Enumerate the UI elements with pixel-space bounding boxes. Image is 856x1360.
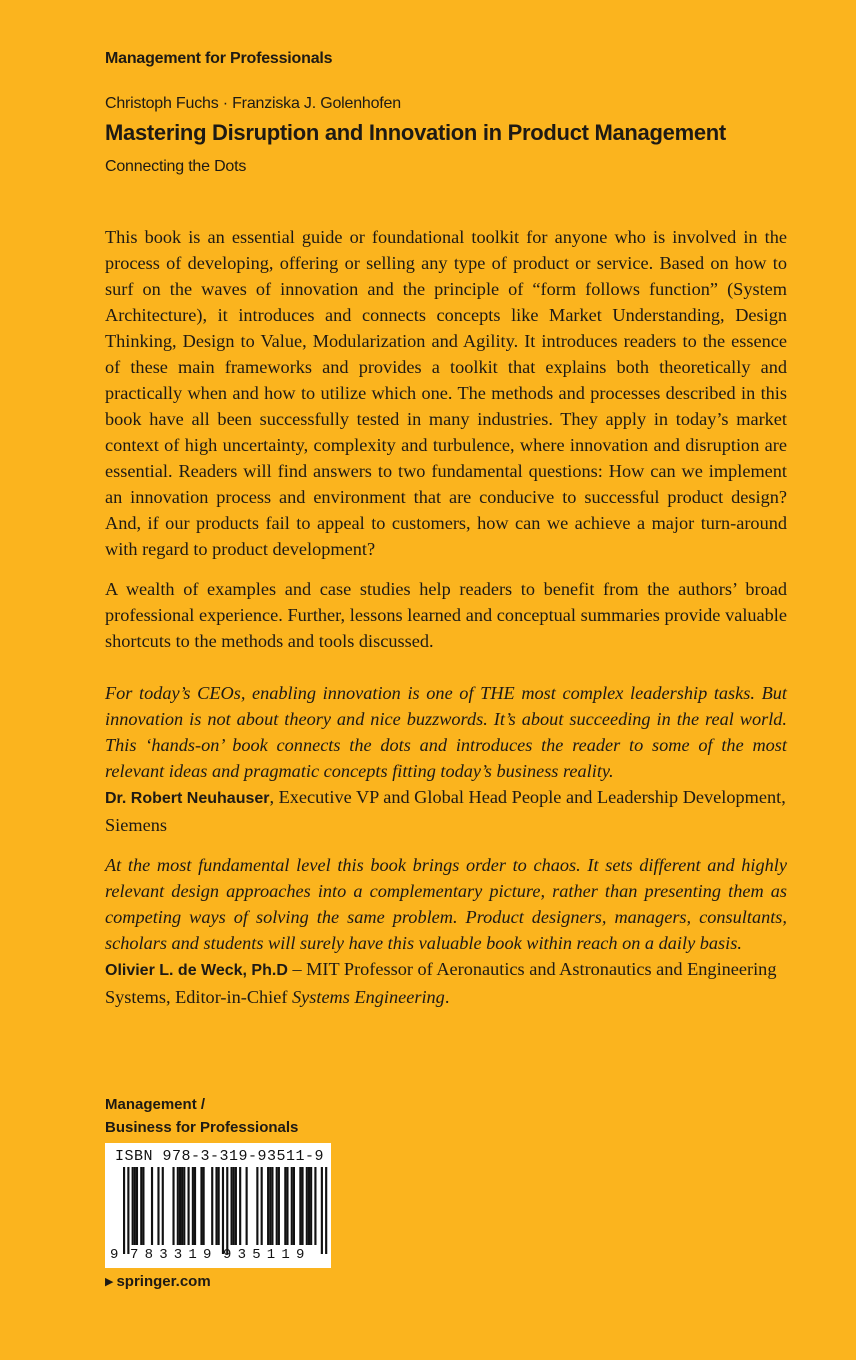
barcode-bar [183,1167,185,1245]
description-paragraph-1: This book is an essential guide or foundational toolkit for anyone who is involved in the process of developing, offering or selling any type of product or service. Based on how to surf on the waves of innovation and the principle of “form follows function” (System Architecture), it introduces and connects concepts like Market Understanding, Design Thinking, Design to Value, Modularization and Agility. It introduces readers to the essence of these main frameworks and provides a toolkit that explains both theoretically and practically when and how to utilize which one. The methods and processes described in this book have all been successfully tested in many industries. They apply in today’s market context of high uncertainty, complexity and turbulence, where innovation and disruption are essential. Readers will find answers to two fundamental questions: How can we implement an innovation process and environment that are conducive to successful product design? And, if our products fail to appeal to customers, how can we achieve a major turn-around with regard to product development? [105,227,787,559]
barcode-bar [140,1167,142,1245]
testimonial-attribution-2 [105,956,787,1010]
testimonial-quote-1: For today’s CEOs, enabling innovation is one of THE most complex leadership tasks. But innovation is not about theory and nice buzzwords. It’s about succeeding in the real world. This ‘hands-on’ book connects the dots and introduces the reader to some of the most relevant ideas and pragmatic concepts fitting today’s business reality. [105,683,787,781]
barcode-bar [235,1167,237,1245]
barcode-bar [314,1167,316,1245]
barcode-digit: 3 [237,1247,246,1263]
barcode-bar [308,1167,310,1245]
barcode-bar [299,1167,301,1245]
barcode-bar [306,1167,308,1245]
barcode-bar [132,1167,134,1245]
barcode-digit: 8 [144,1247,153,1263]
barcode-digit: 3 [173,1247,183,1263]
isbn-barcode [105,1143,331,1268]
barcode-bar [157,1167,159,1245]
series-name: Management for Professionals [105,50,333,67]
isbn-label: ISBN 978-3-319-93511-9 [115,1148,325,1165]
barcode-bar [246,1167,248,1245]
barcode-digit: 1 [188,1247,197,1263]
journal-name: Systems Engineering [292,987,445,1007]
barcode-bar [179,1167,181,1245]
barcode-digit: 1 [266,1247,276,1263]
testimonial-role-1: , Executive VP and Global Head People and Leadership Development, Siemens [105,787,786,835]
barcode-digit: 5 [252,1247,261,1263]
back-cover-text [105,224,787,1024]
barcode-bar [239,1167,241,1245]
barcode-bar [284,1167,286,1245]
barcode-bar [301,1167,303,1245]
barcode-bar [215,1167,217,1245]
barcode-bar [192,1167,194,1245]
barcode-digit: 3 [159,1247,168,1263]
barcode-bar [233,1167,235,1245]
barcode-bar [291,1167,293,1245]
barcode-bar [222,1167,224,1254]
barcode-bar [278,1167,280,1245]
barcode-bar [181,1167,183,1245]
publisher-website-link[interactable] [105,1273,211,1290]
description-paragraph-2: A wealth of examples and case studies help readers to benefit from the authors’ broad professional experience. Further, lessons learned and conceptual summaries provide valuable shortcuts to the methods and tools discussed. [105,579,787,651]
category-line-2: Business for Professionals [105,1119,299,1136]
barcode-bar [276,1167,278,1245]
book-title: Mastering Disruption and Innovation in Product Management [105,120,726,145]
subject-category [105,1093,298,1139]
barcode-bar [325,1167,327,1254]
testimonial-role-2: – MIT Professor of Aeronautics and Astronautics and Engineering Systems, Editor-in-Chief [105,959,777,1007]
barcode-digit: 9 [203,1247,212,1263]
barcode-bar [226,1167,228,1254]
barcode-bar [256,1167,258,1245]
barcode-bar [142,1167,144,1245]
barcode-bar [194,1167,196,1245]
barcode-bar [218,1167,220,1245]
barcode-digit: 1 [281,1247,290,1263]
barcode-bar [134,1167,136,1245]
barcode-bar [162,1167,164,1245]
barcode-bar [127,1167,129,1254]
barcode-digit: 7 [130,1247,139,1263]
barcode-bar [151,1167,153,1245]
barcode-bar [123,1167,125,1254]
barcode-digit: 9 [110,1247,119,1263]
barcode-bar [267,1167,269,1245]
testimonial-name-1: Dr. Robert Neuhauser [105,790,270,807]
barcode-bar [231,1167,233,1245]
testimonial-quote-2: At the most fundamental level this book brings order to chaos. It sets different and highly relevant design approaches into a complementary picture, rather than presenting them as competing ways of solving the same problem. Product designers, managers, consultants, scholars and students will surely have this valuable book within reach on a daily basis. [105,855,787,953]
barcode-bar [136,1167,138,1245]
barcode-bar [211,1167,213,1245]
barcode-bar [188,1167,190,1245]
barcode-bar [200,1167,202,1245]
barcode-digit: 9 [296,1247,305,1263]
barcode-bar [310,1167,312,1245]
testimonial-end-2: . [444,987,450,1007]
authors: Christoph Fuchs · Franziska J. Golenhofen [105,95,401,112]
barcode-digit: 9 [223,1247,232,1263]
barcode-bar [293,1167,295,1245]
testimonial-attribution-1 [105,784,787,838]
website-label: springer.com [116,1273,211,1290]
triangle-right-icon: ▶ [105,1276,114,1288]
barcode-bar [172,1167,174,1245]
book-subtitle: Connecting the Dots [105,158,247,175]
testimonial-name-2: Olivier L. de Weck, Ph.D [105,962,288,979]
barcode-bar [321,1167,323,1254]
barcode-bar [203,1167,205,1245]
barcode-bar [261,1167,263,1245]
barcode-bar [271,1167,273,1245]
barcode-bar [269,1167,271,1245]
barcode-bar [177,1167,179,1245]
category-line-1: Management / [105,1096,206,1113]
barcode-bar [286,1167,288,1245]
